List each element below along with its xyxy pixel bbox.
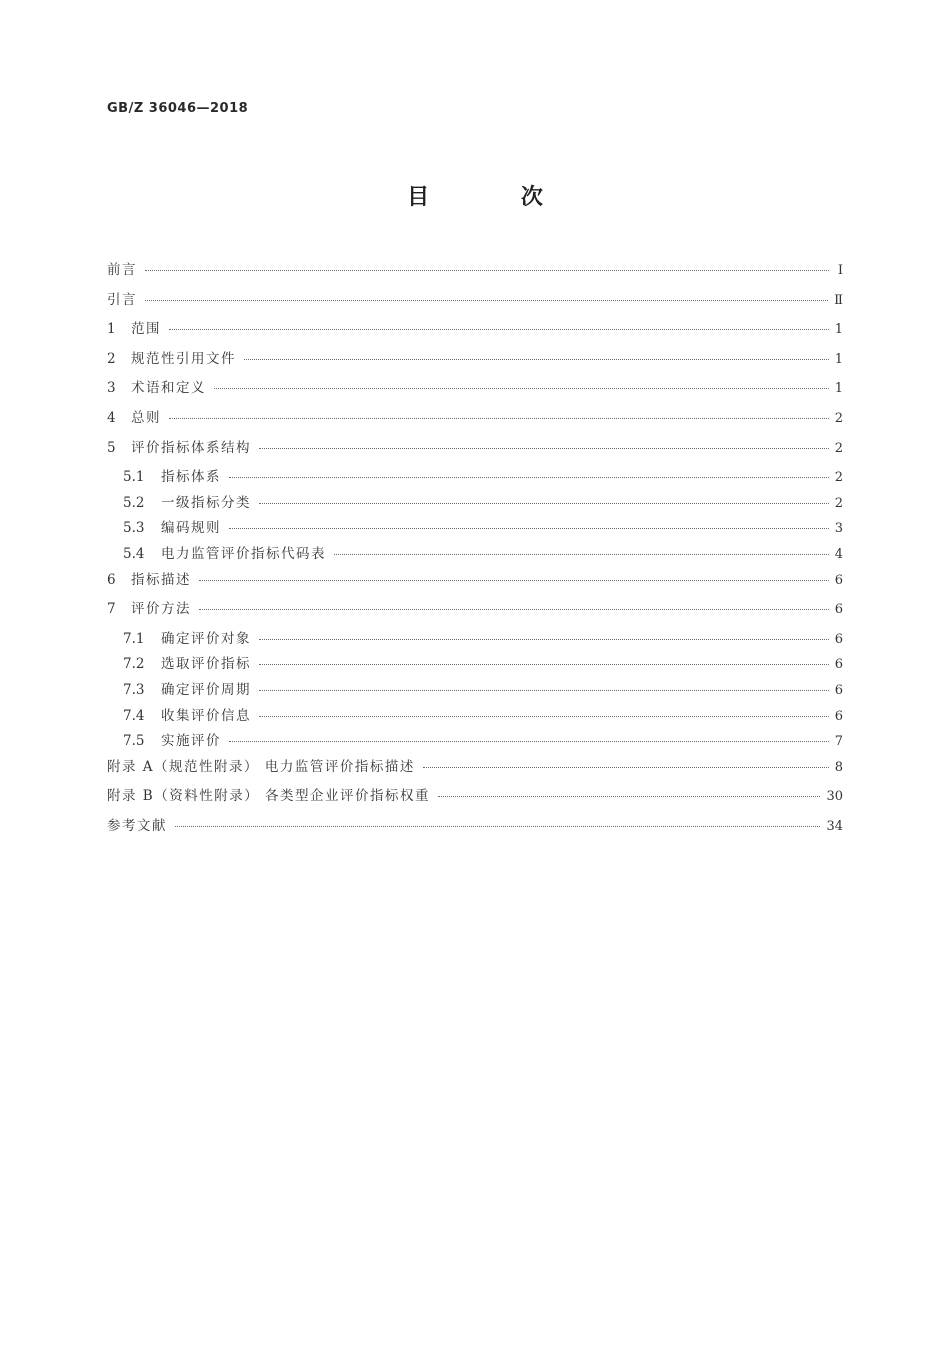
toc-entry-title: 收集评价信息 — [161, 707, 251, 724]
toc-entry-page: 1 — [834, 351, 843, 367]
toc-entry-title: 术语和定义 — [131, 380, 206, 397]
toc-entry-title: 总则 — [131, 409, 161, 426]
toc-entry-title: 评价方法 — [131, 601, 191, 618]
toc-entry[interactable] — [107, 597, 843, 627]
toc-entry-title: 评价指标体系结构 — [131, 439, 251, 456]
toc-entry-title: 参考文献 — [107, 817, 167, 834]
toc-entry-title: 实施评价 — [161, 733, 221, 750]
toc-entry-title: 指标描述 — [131, 571, 191, 588]
toc-entry[interactable] — [107, 376, 843, 406]
toc-dot-leader — [244, 359, 829, 360]
toc-entry[interactable] — [107, 755, 843, 785]
toc-dot-leader — [169, 329, 829, 330]
toc-dot-leader — [229, 477, 829, 478]
toc-entry-number: 3 — [107, 380, 116, 397]
toc-dot-leader — [259, 503, 829, 504]
toc-dot-leader — [229, 528, 829, 529]
toc-entry-title: 指标体系 — [161, 469, 221, 486]
toc-entry-page: Ⅱ — [834, 292, 843, 308]
toc-entry-number: 5.1 — [123, 469, 145, 486]
toc-entry[interactable] — [107, 347, 843, 377]
toc-entry-title: 范围 — [131, 321, 161, 338]
toc-entry[interactable] — [107, 288, 843, 318]
table-of-contents — [107, 258, 843, 843]
toc-entry[interactable] — [107, 784, 843, 814]
toc-entry-number: 7.5 — [123, 733, 145, 750]
toc-entry[interactable] — [107, 704, 843, 730]
toc-entry-page: 8 — [834, 759, 843, 775]
toc-entry-number: 5 — [107, 439, 116, 456]
toc-dot-leader — [214, 388, 829, 389]
toc-entry[interactable] — [107, 516, 843, 542]
toc-entry[interactable] — [107, 465, 843, 491]
toc-entry[interactable] — [107, 436, 843, 466]
toc-dot-leader — [259, 448, 829, 449]
toc-entry-number: 1 — [107, 321, 116, 338]
toc-entry-title: 前言 — [107, 262, 137, 278]
toc-dot-leader — [145, 300, 828, 301]
toc-entry-number: 4 — [107, 409, 116, 426]
toc-entry-page: 6 — [834, 602, 843, 618]
toc-entry-page: 7 — [834, 734, 843, 750]
toc-entry[interactable] — [107, 542, 843, 568]
toc-entry-title: 附录 A（规范性附录） 电力监管评价指标描述 — [107, 758, 415, 775]
toc-dot-leader — [259, 716, 829, 717]
toc-entry-page: 2 — [834, 410, 843, 426]
toc-dot-leader — [259, 664, 829, 665]
toc-entry-number: 5.3 — [123, 520, 145, 537]
toc-entry-number: 2 — [107, 350, 116, 367]
toc-entry-page: 3 — [834, 521, 843, 537]
toc-entry-page: Ⅰ — [837, 263, 843, 278]
toc-entry-page: 2 — [834, 440, 843, 456]
toc-entry[interactable] — [107, 729, 843, 755]
toc-entry-page: 6 — [834, 682, 843, 698]
toc-entry-page: 4 — [834, 546, 843, 562]
toc-entry-page: 1 — [834, 322, 843, 338]
toc-dot-leader — [423, 767, 829, 768]
toc-entry[interactable] — [107, 491, 843, 517]
standard-code: GB/Z 36046—2018 — [107, 101, 249, 116]
toc-entry-number: 7 — [107, 601, 116, 618]
toc-entry-number: 7.1 — [123, 630, 145, 647]
toc-entry-number: 5.4 — [123, 545, 145, 562]
toc-dot-leader — [229, 741, 829, 742]
toc-entry[interactable] — [107, 317, 843, 347]
toc-entry-page: 30 — [826, 789, 843, 805]
toc-dot-leader — [175, 826, 820, 827]
toc-entry-title: 电力监管评价指标代码表 — [161, 545, 326, 562]
toc-entry[interactable] — [107, 652, 843, 678]
toc-dot-leader — [145, 270, 829, 271]
toc-entry-title: 规范性引用文件 — [131, 350, 236, 367]
toc-entry[interactable] — [107, 678, 843, 704]
toc-entry-title: 确定评价对象 — [161, 630, 251, 647]
toc-title: 目 次 — [407, 185, 585, 210]
toc-dot-leader — [259, 639, 829, 640]
toc-entry-number: 5.2 — [123, 494, 145, 511]
toc-entry-number: 7.2 — [123, 656, 145, 673]
toc-dot-leader — [169, 418, 829, 419]
toc-entry-number: 6 — [107, 571, 116, 588]
toc-entry-page: 6 — [834, 708, 843, 724]
toc-entry-page: 2 — [834, 470, 843, 486]
toc-entry-page: 6 — [834, 572, 843, 588]
toc-entry-title: 编码规则 — [161, 520, 221, 537]
toc-entry[interactable] — [107, 627, 843, 653]
toc-dot-leader — [199, 580, 829, 581]
toc-entry-page: 1 — [834, 381, 843, 397]
toc-entry-number: 7.3 — [123, 681, 145, 698]
toc-entry[interactable] — [107, 568, 843, 598]
toc-dot-leader — [334, 554, 829, 555]
toc-entry[interactable] — [107, 406, 843, 436]
toc-entry-title: 一级指标分类 — [161, 494, 251, 511]
toc-entry-page: 6 — [834, 657, 843, 673]
toc-entry[interactable] — [107, 814, 843, 844]
toc-entry-title: 选取评价指标 — [161, 656, 251, 673]
toc-entry-page: 34 — [826, 818, 843, 834]
toc-entry[interactable] — [107, 258, 843, 288]
toc-entry-page: 2 — [834, 495, 843, 511]
toc-dot-leader — [259, 690, 829, 691]
toc-entry-page: 6 — [834, 631, 843, 647]
toc-entry-title: 引言 — [107, 291, 137, 308]
toc-dot-leader — [199, 609, 829, 610]
toc-entry-number: 7.4 — [123, 707, 145, 724]
toc-entry-title: 确定评价周期 — [161, 681, 251, 698]
toc-dot-leader — [438, 796, 820, 797]
toc-entry-title: 附录 B（资料性附录） 各类型企业评价指标权重 — [107, 788, 431, 805]
